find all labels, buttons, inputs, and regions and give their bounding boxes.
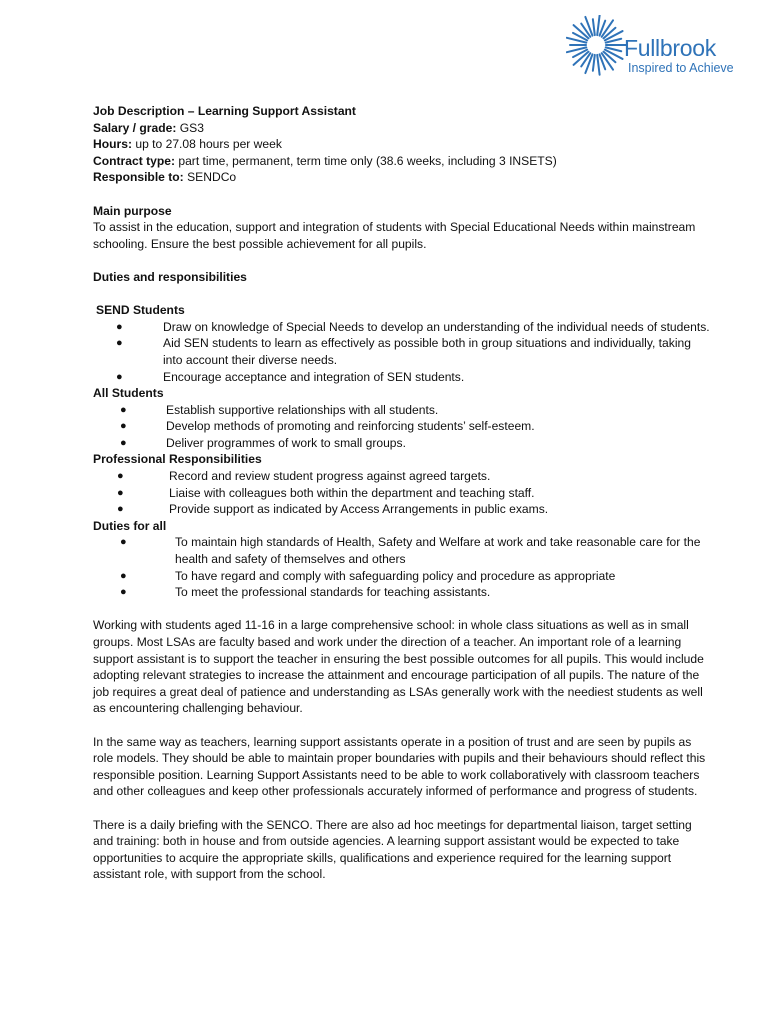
professional-list [93,468,713,518]
list-item: ● Record and review student progress against agreed targets. [117,469,491,484]
send-list [93,319,713,385]
list-item: ● Provide support as indicated by Access Arrangements in public exams. [117,502,549,517]
salary-line: Salary / grade: GS3 [93,120,204,135]
list-item: ● To have regard and comply with safeguarding policy and procedure as appropriate [120,568,616,583]
section-heading-all-students: All Students [93,386,164,401]
section-heading-send: SEND Students [96,303,185,318]
section-heading-professional: Professional Responsibilities [93,452,262,467]
all-students-list [93,402,713,452]
fullbrook-logo [566,15,746,95]
list-item: ● Encourage acceptance and integration of SEN students. [116,369,465,384]
sunburst-ray [597,55,599,75]
contract-line: Contract type: part time, permanent, term time only (38.6 weeks, including 3 INSETS) [93,153,557,168]
job-description-document [93,103,713,883]
list-item: ● To meet the professional standards for teaching assistants. [120,585,491,600]
logo-tagline: Inspired to Achieve [628,61,734,75]
paragraph-working-with-students: Working with students aged 11-16 in a large comprehensive school: in whole class situations as well as in small groups. Most LSAs are faculty based and work under the direction of a teacher. An important role of a learning support assistant is to support the teacher in ensuring the best possible outcomes for all pupils. This would include adopting relevant strategies to increase the attainment and encourage participation of all pupils. The nature of the job requires a great deal of patience and understanding as LSAs generally work with the neediest students as well as encountering challenging behaviour. [93,618,704,716]
main-purpose-text: To assist in the education, support and integration of students with Special Educational Needs within mainstream schooling. Ensure the best possible achievement for all pupils. [93,220,696,251]
paragraph-daily-briefing: There is a daily briefing with the SENCO. There are also ad hoc meetings for departmental liaison, target setting and training: both in house and from outside agencies. A learning support assistant would be expected to take opportunities to acquire the appropriate skills, qualifications and experience required for the learning support assistant role, with support from the school. [93,817,692,882]
sunburst-ray [593,55,595,71]
list-item: ● Liaise with colleagues both within the department and teaching staff. [117,485,535,500]
list-item: ● To maintain high standards of Health, Safety and Welfare at work and take reasonable care for the health and safety of themselves and others [120,535,701,567]
hours-line: Hours: up to 27.08 hours per week [93,137,282,152]
section-heading-duties-for-all: Duties for all [93,518,167,533]
sunburst-ray [597,15,599,35]
sunburst-icon [566,15,626,85]
duties-heading: Duties and responsibilities [93,269,247,284]
document-title: Job Description – Learning Support Assistant [93,104,356,118]
duties-for-all-list [93,534,713,600]
sunburst-ray [593,19,595,35]
list-item: ● Establish supportive relationships with all students. [120,402,439,417]
responsible-line: Responsible to: SENDCo [93,170,237,185]
logo-name: Fullbrook [624,35,716,61]
list-item: ● Draw on knowledge of Special Needs to develop an understanding of the individual needs of students. [116,319,710,334]
list-item: ● Deliver programmes of work to small groups. [120,435,406,450]
paragraph-position-of-trust: In the same way as teachers, learning support assistants operate in a position of trust and are seen by pupils as role models. They should be able to maintain proper boundaries with pupils and their behaviours should reflect this responsible position. Learning Support Assistants need to be able to work collaboratively with classroom teachers and other colleagues and keep other professionals accurately informed of performance and progress of students. [93,734,706,799]
main-purpose-heading: Main purpose [93,203,172,218]
list-item: ● Develop methods of promoting and reinforcing students’ self-esteem. [120,419,535,434]
list-item: ● Aid SEN students to learn as effectively as possible both in group situations and individually, taking into account their diverse needs. [116,336,691,367]
